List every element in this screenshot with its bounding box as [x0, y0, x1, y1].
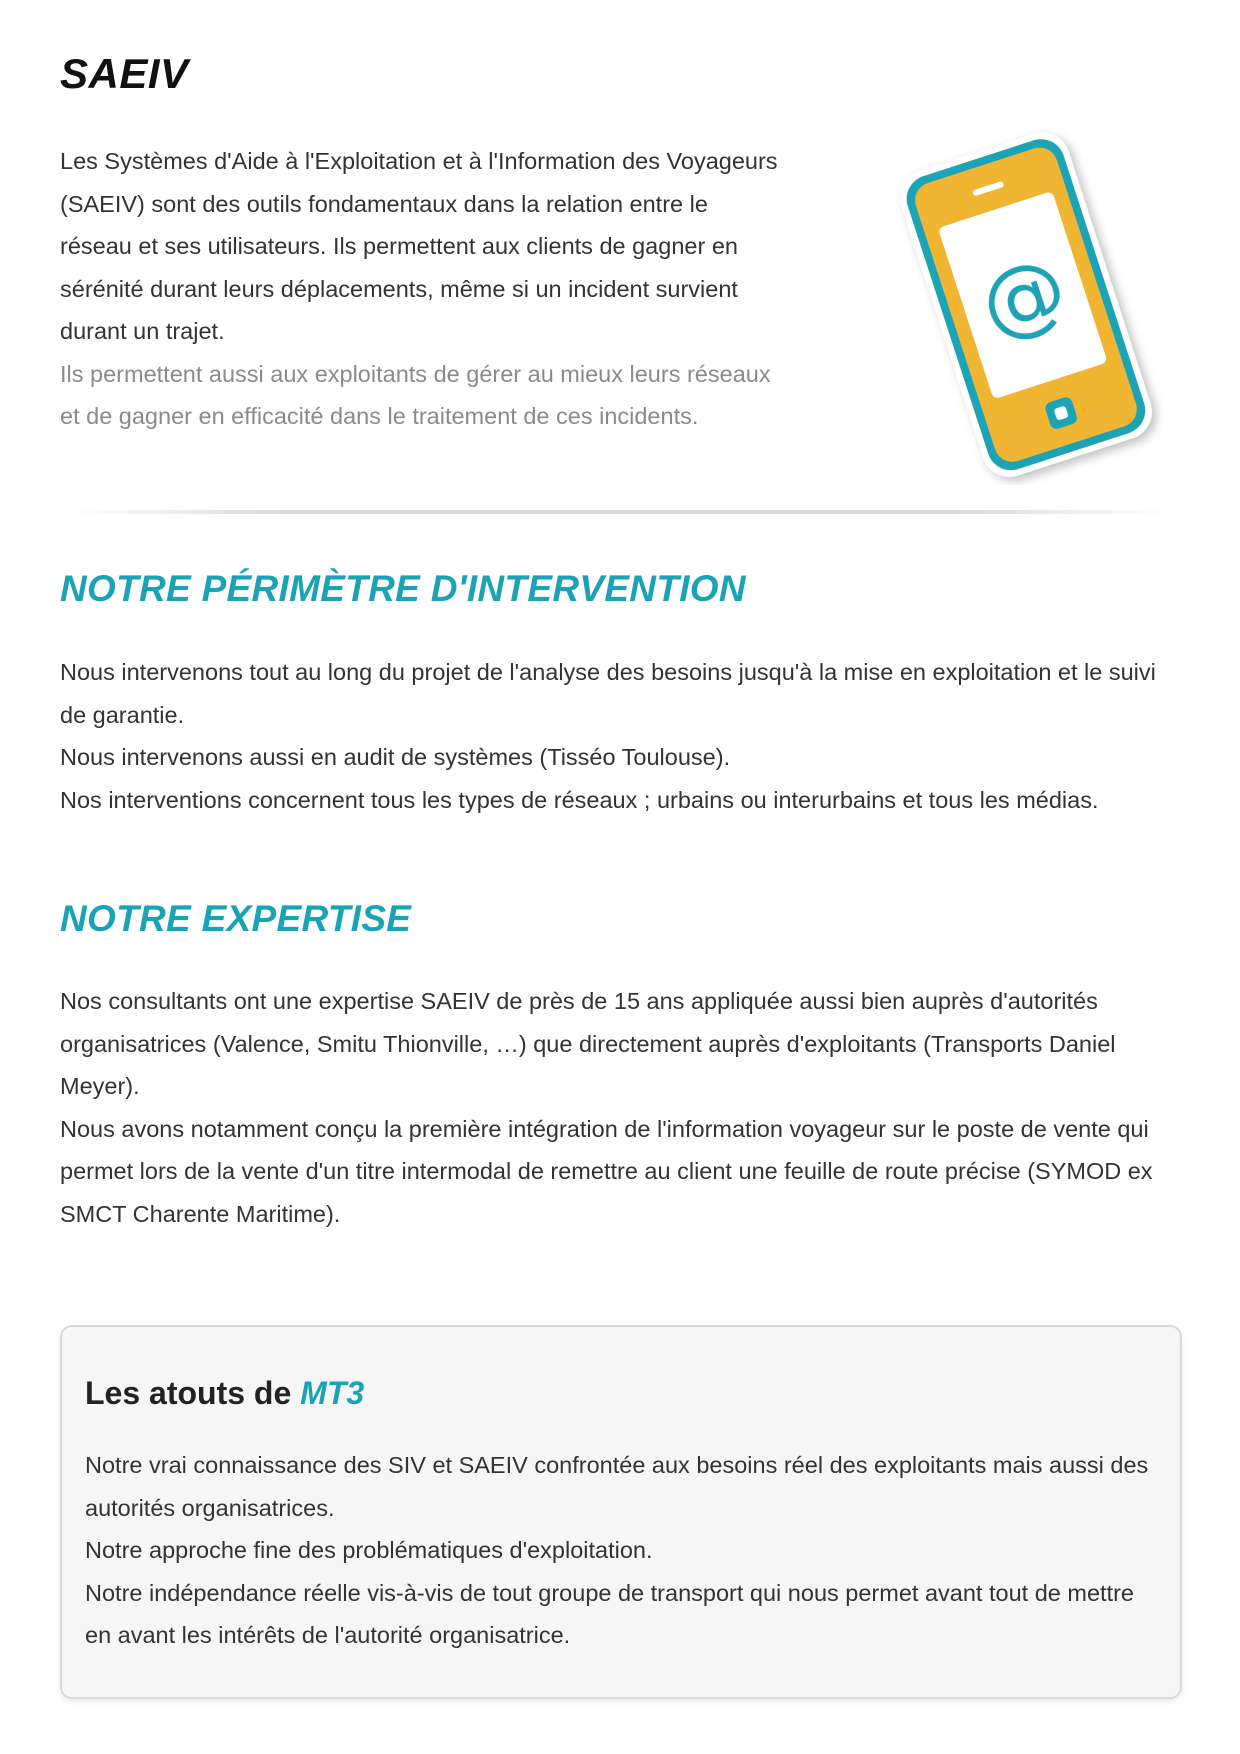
- atouts-line-3: Notre indépendance réelle vis-à-vis de tout groupe de transport qui nous permet avant tout de mettre en avant les intérêts de l'autorité organisatrice.: [85, 1579, 1134, 1648]
- brand-name: MT3: [300, 1375, 365, 1411]
- atouts-line-1: Notre vrai connaissance des SIV et SAEIV confrontée aux besoins réel des exploitants mais aussi des autorités organisatrices.: [85, 1452, 1149, 1521]
- perimetre-body: [60, 651, 1180, 821]
- expertise-heading: NOTRE EXPERTISE: [60, 898, 412, 939]
- expertise-line-1: Nos consultants ont une expertise SAEIV de près de 15 ans appliquée aussi bien auprès d'autorités organisatrices (Valence, Smitu Thionville, …) que directement auprès d'exploitants (Transports Daniel Meyer).: [60, 988, 1116, 1099]
- perimetre-heading: NOTRE PÉRIMÈTRE D'INTERVENTION: [60, 568, 746, 609]
- at-symbol: @: [968, 236, 1079, 356]
- atouts-callout: [60, 1325, 1182, 1699]
- expertise-line-2: Nous avons notamment conçu la première intégration de l'information voyageur sur le poste de vente qui permet lors de la vente d'un titre intermodal de remettre au client une feuille de route précise (SYMOD ex SMCT Charente Maritime).: [60, 1115, 1153, 1227]
- expertise-body: [60, 980, 1180, 1235]
- page-title: SAEIV: [60, 50, 189, 97]
- intro-muted-paragraph: Ils permettent aussi aux exploitants de gérer au mieux leurs réseaux et de gagner en efficacité dans le traitement de ces incidents.: [60, 360, 771, 429]
- smartphone-at-icon: [880, 125, 1170, 485]
- perimetre-line-3: Nos interventions concernent tous les types de réseaux ; urbains ou interurbains et tous les médias.: [60, 786, 1099, 813]
- perimetre-line-2: Nous intervenons aussi en audit de systèmes (Tisséo Toulouse).: [60, 744, 731, 770]
- atouts-heading: [85, 1375, 364, 1412]
- perimetre-line-1: Nous intervenons tout au long du projet de l'analyse des besoins jusqu'à la mise en exploitation et le suivi de garantie.: [60, 659, 1156, 728]
- section-divider: [70, 510, 1170, 514]
- atouts-body: [85, 1444, 1155, 1657]
- intro-paragraph: Les Systèmes d'Aide à l'Exploitation et à l'Information des Voyageurs (SAEIV) sont des outils fondamentaux dans la relation entre le réseau et ses utilisateurs. Ils permettent aux clients de gagner en sérénité durant leurs déplacements, même si un incident survient durant un trajet.: [60, 148, 778, 344]
- atouts-line-2: Notre approche fine des problématiques d'exploitation.: [85, 1537, 653, 1563]
- intro-section: [60, 140, 780, 438]
- atouts-heading-prefix: Les atouts de: [85, 1375, 301, 1411]
